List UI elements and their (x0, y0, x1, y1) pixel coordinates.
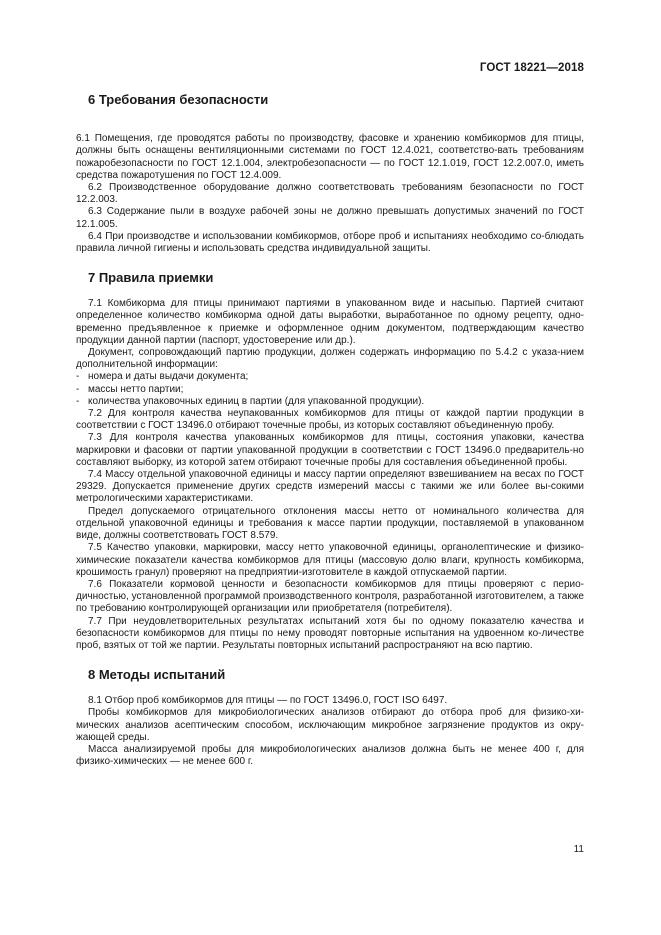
section-7-heading: 7 Правила приемки (88, 270, 214, 286)
paragraph-7-3: 7.3 Для контроля качества упакованных комбикормов для птицы, состояния упаковки, качества маркировки и фасовки от партии упакованной продукции в соответствии с ГОСТ 13496.0 предваритель-но составляют выборку, из которой затем отбирают точечные пробы для составления объединенной пробы. (76, 432, 584, 468)
section-8-body (76, 695, 584, 768)
list-item-text: номера и даты выдачи документа; (88, 371, 249, 383)
paragraph-6-1 (76, 121, 584, 182)
list-item-text: количества упаковочных единиц в партии (для упакованной продукции). (88, 395, 425, 407)
paragraph-8-1-microbiology: Пробы комбикормов для микробиологических анализов отбирают до отбора проб для физико-хи-мических анализов асептическим способом, исключающим микробное загрязнение продуктов из окру-жающей среды. (76, 707, 584, 743)
paragraph-7-1-document: Документ, сопровождающий партию продукции, должен содержать информацию по 5.4.2 с указа-нием дополнительной информации: (76, 347, 584, 371)
paragraph-7-4-tolerance: Предел допускаемого отрицательного отклонения массы нетто от номинального количества для отдельной упаковочной единицы и требования к массе партии продукции, поставляемой в упакованном виде, должны соответствовать ГОСТ 8.579. (76, 505, 584, 542)
paragraph-6-3: 6.3 Содержание пыли в воздухе рабочей зоны не должно превышать допустимых значений по ГОСТ 12.1.005. (76, 206, 584, 230)
section-6-heading: 6 Требования безопасности (88, 92, 269, 107)
list-item: - номера и даты выдачи документа; (76, 371, 249, 383)
paragraph-6-4: 6.4 При производстве и использовании комбикормов, отборе проб и испытаниях необходимо со-блюдать правила личной гигиены и использовать средства индивидуальной защиты. (76, 230, 584, 255)
paragraph-7-4: 7.4 Массу отдельной упаковочной единицы и массу партии определяют взвешиванием на весах по ГОСТ 29329. Допускается применение других средств измерений массы с такими же или более вы-сокими метрологическими характеристиками. (76, 469, 584, 505)
paragraph-7-6: 7.6 Показатели кормовой ценности и безопасности комбикормов для птицы проверяют с перио-дичностью, установленной программой производственного контроля, разработанной изготовителем, а также по требованию контролирующей организации или приобретателя (потребителя). (76, 578, 584, 615)
page-body (76, 92, 584, 768)
paragraph-7-5: 7.5 Качество упаковки, маркировки, массу нетто упаковочной единицы, органолептические и физико-химические показатели качества комбикормов для птицы (массовую долю влаги, крупность комбикорма, крошимость гранул) проверяют на предприятии-изготовителе в каждой отпускаемой партии. (76, 542, 584, 578)
section-8-heading: 8 Методы испытаний (88, 667, 226, 683)
paragraph-7-1: 7.1 Комбикорма для птицы принимают партиями в упакованном виде и насыпью. Партией считают определенное количество комбикорма одной даты выработки, выработанное по одному рецепту, одно-временно предъявленное к приемке и оформленное одним документом, подтверждающим качество продукции данной партии (паспорт, удостоверение или др.). (76, 298, 584, 346)
page-number: 11 (573, 844, 584, 855)
list-item-text: массы нетто партии; (88, 383, 184, 395)
section-7-body (76, 298, 584, 652)
document-info-list (76, 371, 584, 408)
paragraph-7-7: 7.7 При неудовлетворительных результатах испытаний хотя бы по одному показателю качества и безопасности комбикормов для птицы по нему проводят повторные испытания на удвоенном ко-личестве проб, взятых от той же партии. Результаты повторных испытаний распространяют на всю партию. (76, 615, 584, 651)
paragraph-8-1-mass: Масса анализируемой пробы для микробиологических анализов должна быть не менее 400 г, для физико-химических — не менее 600 г. (76, 743, 584, 768)
paragraph-6-2: 6.2 Производственное оборудование должно соответствовать требованиям безопасности по ГОСТ 12.2.003. (76, 182, 584, 206)
document-code: ГОСТ 18221—2018 (479, 62, 584, 74)
paragraph-7-2: 7.2 Для контроля качества неупакованных комбикормов для птицы от каждой партии продукции в соответствии с ГОСТ 13496.0 отбирают точечные пробы, из которых составляют объединенную пробу. (76, 408, 584, 432)
list-item: - количества упаковочных единиц в партии (для упакованной продукции). (76, 395, 425, 407)
list-item: - массы нетто партии; (76, 383, 184, 395)
paragraph-6-1-text: 6.1 Помещения, где проводятся работы по производству, фасовке и хранению комбикормов для птицы, должны быть оснащены вентиляционными системами по ГОСТ 12.4.021, соответство-вать требованиям пожаробезопасности по ГОСТ 12.1.004, электробезопасности — по ГОСТ 12.1.019, ГОСТ 12.2.007.0, иметь средства пожаротушения по ГОСТ 12.4.009. (76, 133, 584, 181)
section-6-body (76, 121, 584, 255)
paragraph-8-1: 8.1 Отбор проб комбикормов для птицы — по ГОСТ 13496.0, ГОСТ ISO 6497. (88, 695, 448, 707)
